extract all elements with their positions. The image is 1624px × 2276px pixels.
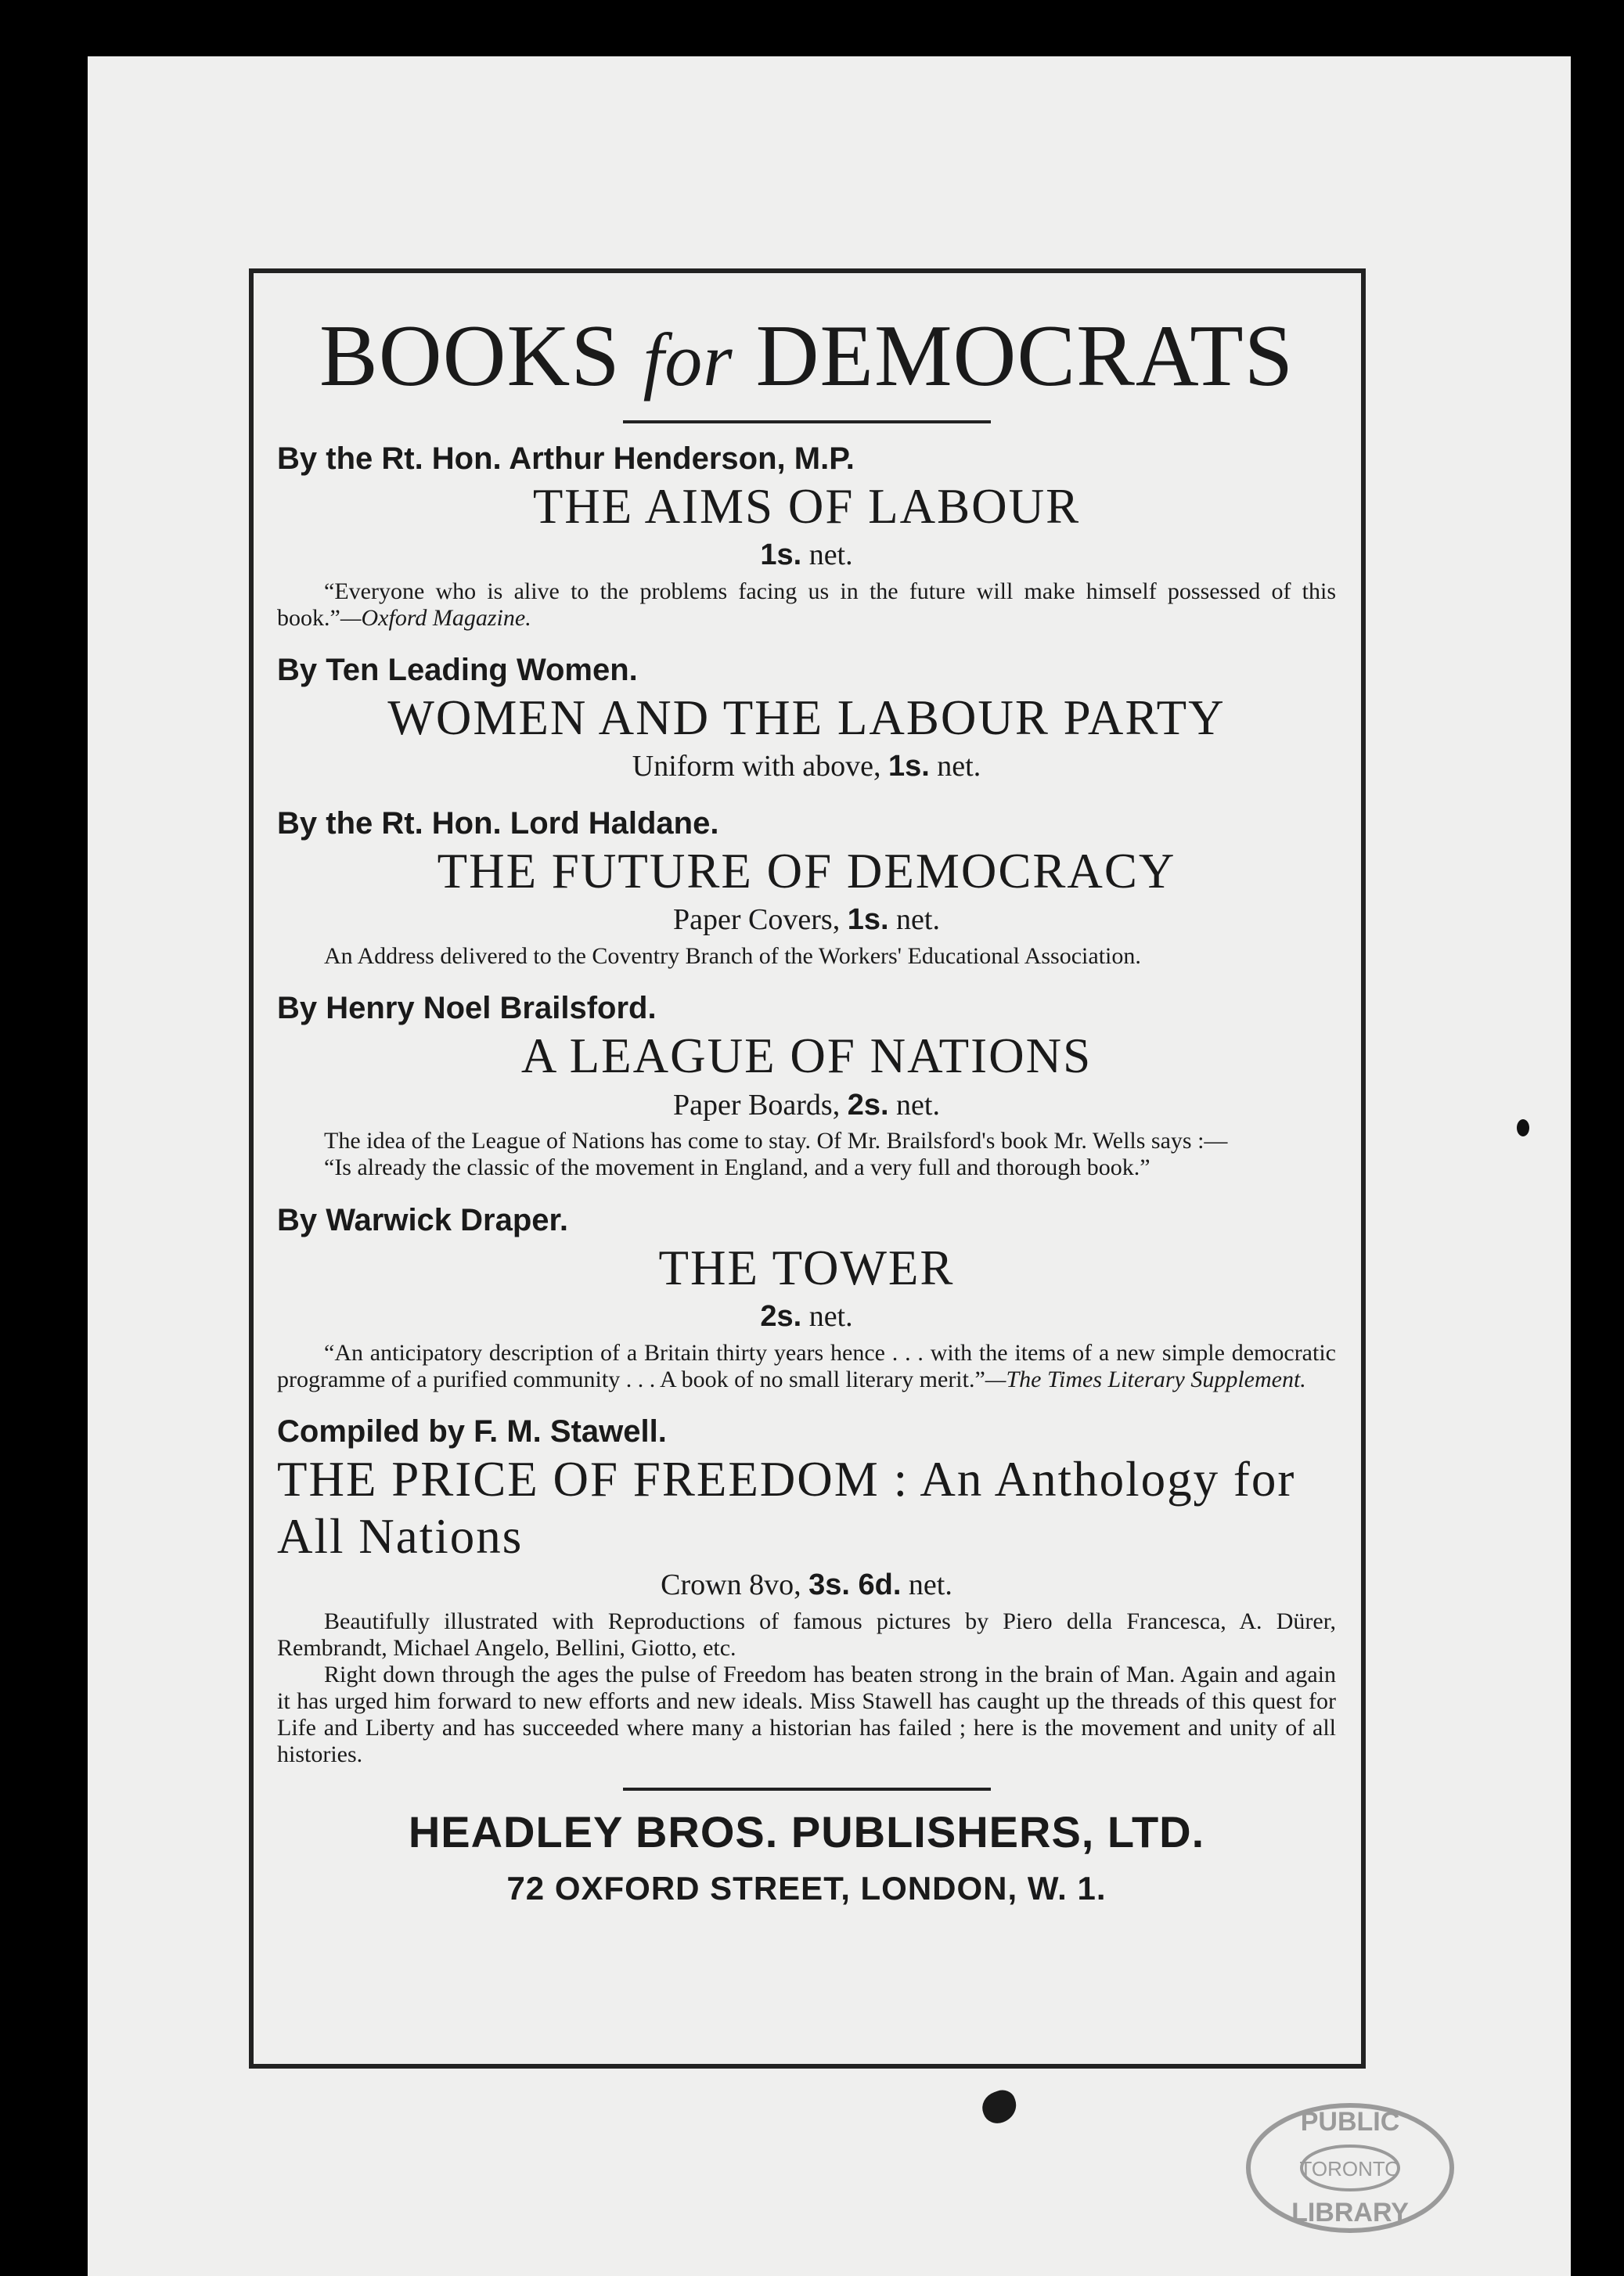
- book-title-subtitle: An Anthology for All Nations: [277, 1452, 1296, 1564]
- book-description: “Everyone who is alive to the problems facing us in the future will make himself possessed of this book.”—Oxford Magazine.: [277, 578, 1336, 631]
- book-title: WOMEN AND THE LABOUR PARTY: [387, 690, 1226, 745]
- book-author: By the Rt. Hon. Lord Haldane.: [277, 806, 719, 841]
- publisher-rule: [623, 1788, 991, 1791]
- book-entry: [277, 989, 1336, 1181]
- book-author: By the Rt. Hon. Arthur Henderson, M.P.: [277, 441, 855, 476]
- book-title-main: THE PRICE OF FREEDOM: [277, 1452, 880, 1507]
- book-price: Paper Covers, 1s. net.: [673, 903, 940, 937]
- book-description: The idea of the League of Nations has come to stay. Of Mr. Brailsford's book Mr. Wells says :—: [324, 1128, 1228, 1154]
- book-price: 1s. net.: [760, 538, 853, 572]
- book-title: [277, 1451, 1336, 1565]
- headline-democrats: DEMOCRATS: [755, 308, 1294, 405]
- book-entry: [277, 650, 1336, 785]
- headline-books: BOOKS: [319, 308, 621, 405]
- headline-for: for: [643, 318, 733, 402]
- book-title: THE FUTURE OF DEMOCRACY: [437, 844, 1176, 899]
- book-author: By Warwick Draper.: [277, 1202, 569, 1237]
- stamp-text-middle: TORONTO: [1299, 2157, 1401, 2181]
- headline-rule: [623, 420, 991, 423]
- book-title-colon: :: [893, 1452, 909, 1507]
- library-stamp: [1241, 2098, 1460, 2238]
- book-price: 2s. net.: [760, 1300, 853, 1334]
- publisher-name: HEADLEY BROS. PUBLISHERS, LTD.: [408, 1806, 1205, 1856]
- ink-dot: [1517, 1119, 1529, 1136]
- book-entry-price-of-freedom: [277, 1412, 1336, 1769]
- book-title: THE AIMS OF LABOUR: [532, 478, 1081, 534]
- quote-source: —Oxford Magazine.: [340, 604, 531, 631]
- book-price: Paper Boards, 2s. net.: [673, 1088, 940, 1122]
- book-title: A LEAGUE OF NATIONS: [520, 1028, 1093, 1084]
- stamp-text-top: PUBLIC: [1300, 2107, 1400, 2137]
- book-description: “An anticipatory description of a Britain thirty years hence . . . with the items of a new simple democratic programme of a purified community . . . A book of no small literary merit.”—The Times Literary Supplement.: [277, 1339, 1336, 1392]
- book-title: THE TOWER: [658, 1240, 955, 1295]
- book-description: “Is already the classic of the movement in England, and a very full and thorough book.”: [324, 1154, 1150, 1181]
- headline: [277, 308, 1336, 405]
- quote-source: —The Times Literary Supplement.: [985, 1366, 1306, 1392]
- stamp-text-bottom: LIBRARY: [1291, 2198, 1409, 2227]
- book-entry: [277, 439, 1336, 632]
- advertisement-box: [249, 268, 1366, 2069]
- book-price: Uniform with above, 1s. net.: [632, 750, 981, 783]
- publisher-address: 72 OXFORD STREET, LONDON, W. 1.: [506, 1869, 1107, 1907]
- book-description: Right down through the ages the pulse of Freedom has beaten strong in the brain of Man. Again and again it has urged him forward to new efforts and new ideals. Miss Stawell has caught up the threads of this quest for Life and Liberty and has succeeded where many a historian has failed ; here is the movement and unity of all histories.: [277, 1661, 1336, 1768]
- book-entry: [277, 1201, 1336, 1393]
- book-list: [277, 439, 1336, 1393]
- book-author: By Henry Noel Brailsford.: [277, 991, 657, 1026]
- book-author: Compiled by F. M. Stawell.: [277, 1414, 667, 1450]
- book-description: Beautifully illustrated with Reproductions of famous pictures by Piero della Francesca, A. Dürer, Rembrandt, Michael Angelo, Bellini, Giotto, etc.: [277, 1608, 1336, 1661]
- book-price: Crown 8vo, 3s. 6d. net.: [661, 1568, 952, 1601]
- book-entry: [277, 804, 1336, 970]
- book-author: By Ten Leading Women.: [277, 653, 638, 687]
- book-description: An Address delivered to the Coventry Branch of the Workers' Educational Association.: [324, 943, 1141, 970]
